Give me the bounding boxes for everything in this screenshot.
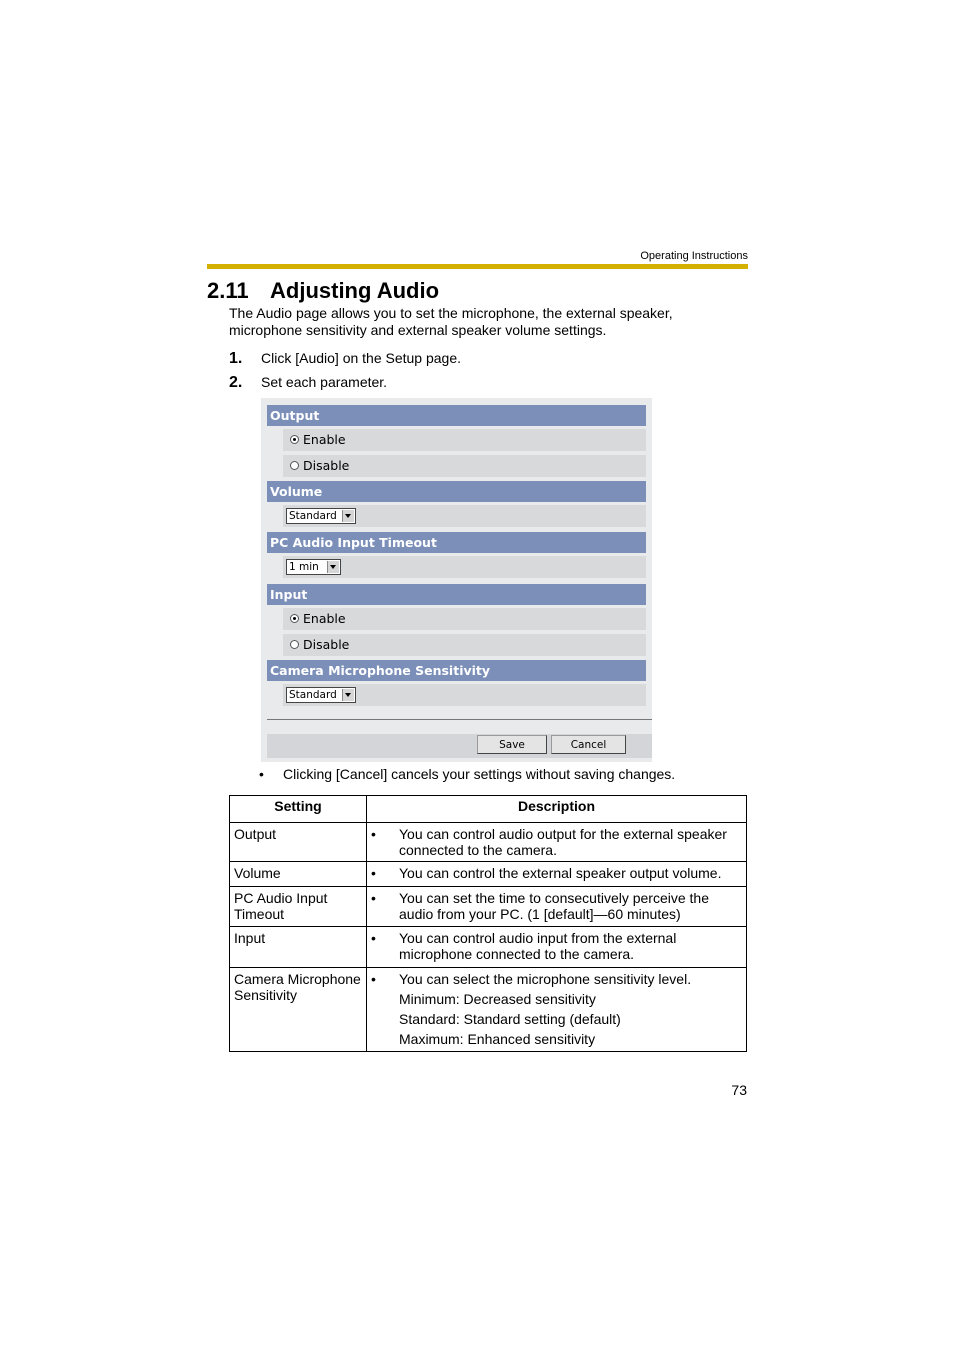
output-enable-radio[interactable] <box>290 435 299 444</box>
setting-cell: Volume <box>230 862 367 887</box>
section-heading: Adjusting Audio <box>270 278 440 303</box>
button-bar <box>267 734 652 758</box>
timeout-row <box>283 556 646 578</box>
section-title <box>207 278 439 304</box>
chevron-down-icon[interactable] <box>342 689 354 701</box>
setting-cell: PC Audio Input Timeout <box>230 887 367 927</box>
output-disable-label: Disable <box>303 458 350 473</box>
setting-cell: Camera Microphone Sensitivity <box>230 968 367 1052</box>
section-number: 2.11 <box>207 278 249 303</box>
cancel-note-text: Clicking [Cancel] cancels your settings without saving changes. <box>283 766 676 782</box>
input-enable-option[interactable] <box>283 608 646 630</box>
input-disable-radio[interactable] <box>290 640 299 649</box>
bullet: • <box>371 890 376 906</box>
sensitivity-level-maximum: Maximum: Enhanced sensitivity <box>399 1031 596 1047</box>
setting-cell: Output <box>230 823 367 862</box>
page-number: 73 <box>731 1082 747 1098</box>
timeout-header: PC Audio Input Timeout <box>267 532 646 553</box>
step-number: 1. <box>229 350 243 367</box>
description-cell <box>367 927 747 968</box>
header-rule <box>207 264 748 269</box>
step-2 <box>229 374 387 392</box>
table-row <box>230 927 747 968</box>
bullet: • <box>371 930 376 946</box>
input-disable-option[interactable] <box>283 634 646 656</box>
volume-select-value: Standard <box>289 510 337 522</box>
step-number: 2. <box>229 374 243 391</box>
sensitivity-level-standard: Standard: Standard setting (default) <box>399 1011 621 1027</box>
divider <box>267 719 652 720</box>
step-text: Click [Audio] on the Setup page. <box>261 350 462 366</box>
input-enable-radio[interactable] <box>290 614 299 623</box>
description-text: You can select the microphone sensitivity level. <box>399 971 692 987</box>
volume-row <box>283 505 646 527</box>
description-cell <box>367 887 747 927</box>
input-enable-label: Enable <box>303 611 346 626</box>
audio-settings-panel <box>261 398 652 762</box>
cancel-note <box>259 766 675 782</box>
intro-paragraph: The Audio page allows you to set the microphone, the external speaker, microphone sensitivity and external speaker volume settings. <box>229 305 673 338</box>
step-text: Set each parameter. <box>261 374 388 390</box>
save-button[interactable]: Save <box>477 735 547 754</box>
settings-table <box>229 795 747 1052</box>
sensitivity-select[interactable] <box>286 687 356 703</box>
timeout-select[interactable] <box>286 559 341 575</box>
input-header: Input <box>267 584 646 605</box>
step-1 <box>229 350 461 368</box>
description-column-header: Description <box>367 796 747 823</box>
table-row <box>230 823 747 862</box>
volume-select[interactable] <box>286 508 356 524</box>
bullet: • <box>371 865 376 881</box>
sensitivity-select-value: Standard <box>289 689 337 701</box>
table-row <box>230 887 747 927</box>
table-row <box>230 968 747 1052</box>
table-header-row <box>230 796 747 823</box>
header-label: Operating Instructions <box>640 250 748 262</box>
description-text: You can set the time to consecutively perceive the audio from your PC. (1 [default]—60 minutes) <box>399 890 709 922</box>
cancel-button[interactable]: Cancel <box>551 735 626 754</box>
description-cell <box>367 823 747 862</box>
bullet: • <box>371 826 376 842</box>
sensitivity-level-minimum: Minimum: Decreased sensitivity <box>399 991 596 1007</box>
input-disable-label: Disable <box>303 637 350 652</box>
table-row <box>230 862 747 887</box>
setting-cell: Input <box>230 927 367 968</box>
output-disable-option[interactable] <box>283 455 646 477</box>
description-cell <box>367 862 747 887</box>
timeout-select-value: 1 min <box>289 561 319 573</box>
setting-column-header: Setting <box>230 796 367 823</box>
output-disable-radio[interactable] <box>290 461 299 470</box>
volume-header: Volume <box>267 481 646 502</box>
description-text: You can control audio output for the external speaker connected to the camera. <box>399 826 727 858</box>
description-text: You can control the external speaker output volume. <box>399 865 722 881</box>
bullet: • <box>371 971 376 987</box>
output-header: Output <box>267 405 646 426</box>
bullet: • <box>259 766 264 782</box>
chevron-down-icon[interactable] <box>342 510 354 522</box>
sensitivity-row <box>283 684 646 706</box>
output-enable-option[interactable] <box>283 429 646 451</box>
output-enable-label: Enable <box>303 432 346 447</box>
description-text: You can control audio input from the external microphone connected to the camera. <box>399 930 677 962</box>
description-cell <box>367 968 747 1052</box>
chevron-down-icon[interactable] <box>327 561 339 573</box>
sensitivity-header: Camera Microphone Sensitivity <box>267 660 646 681</box>
